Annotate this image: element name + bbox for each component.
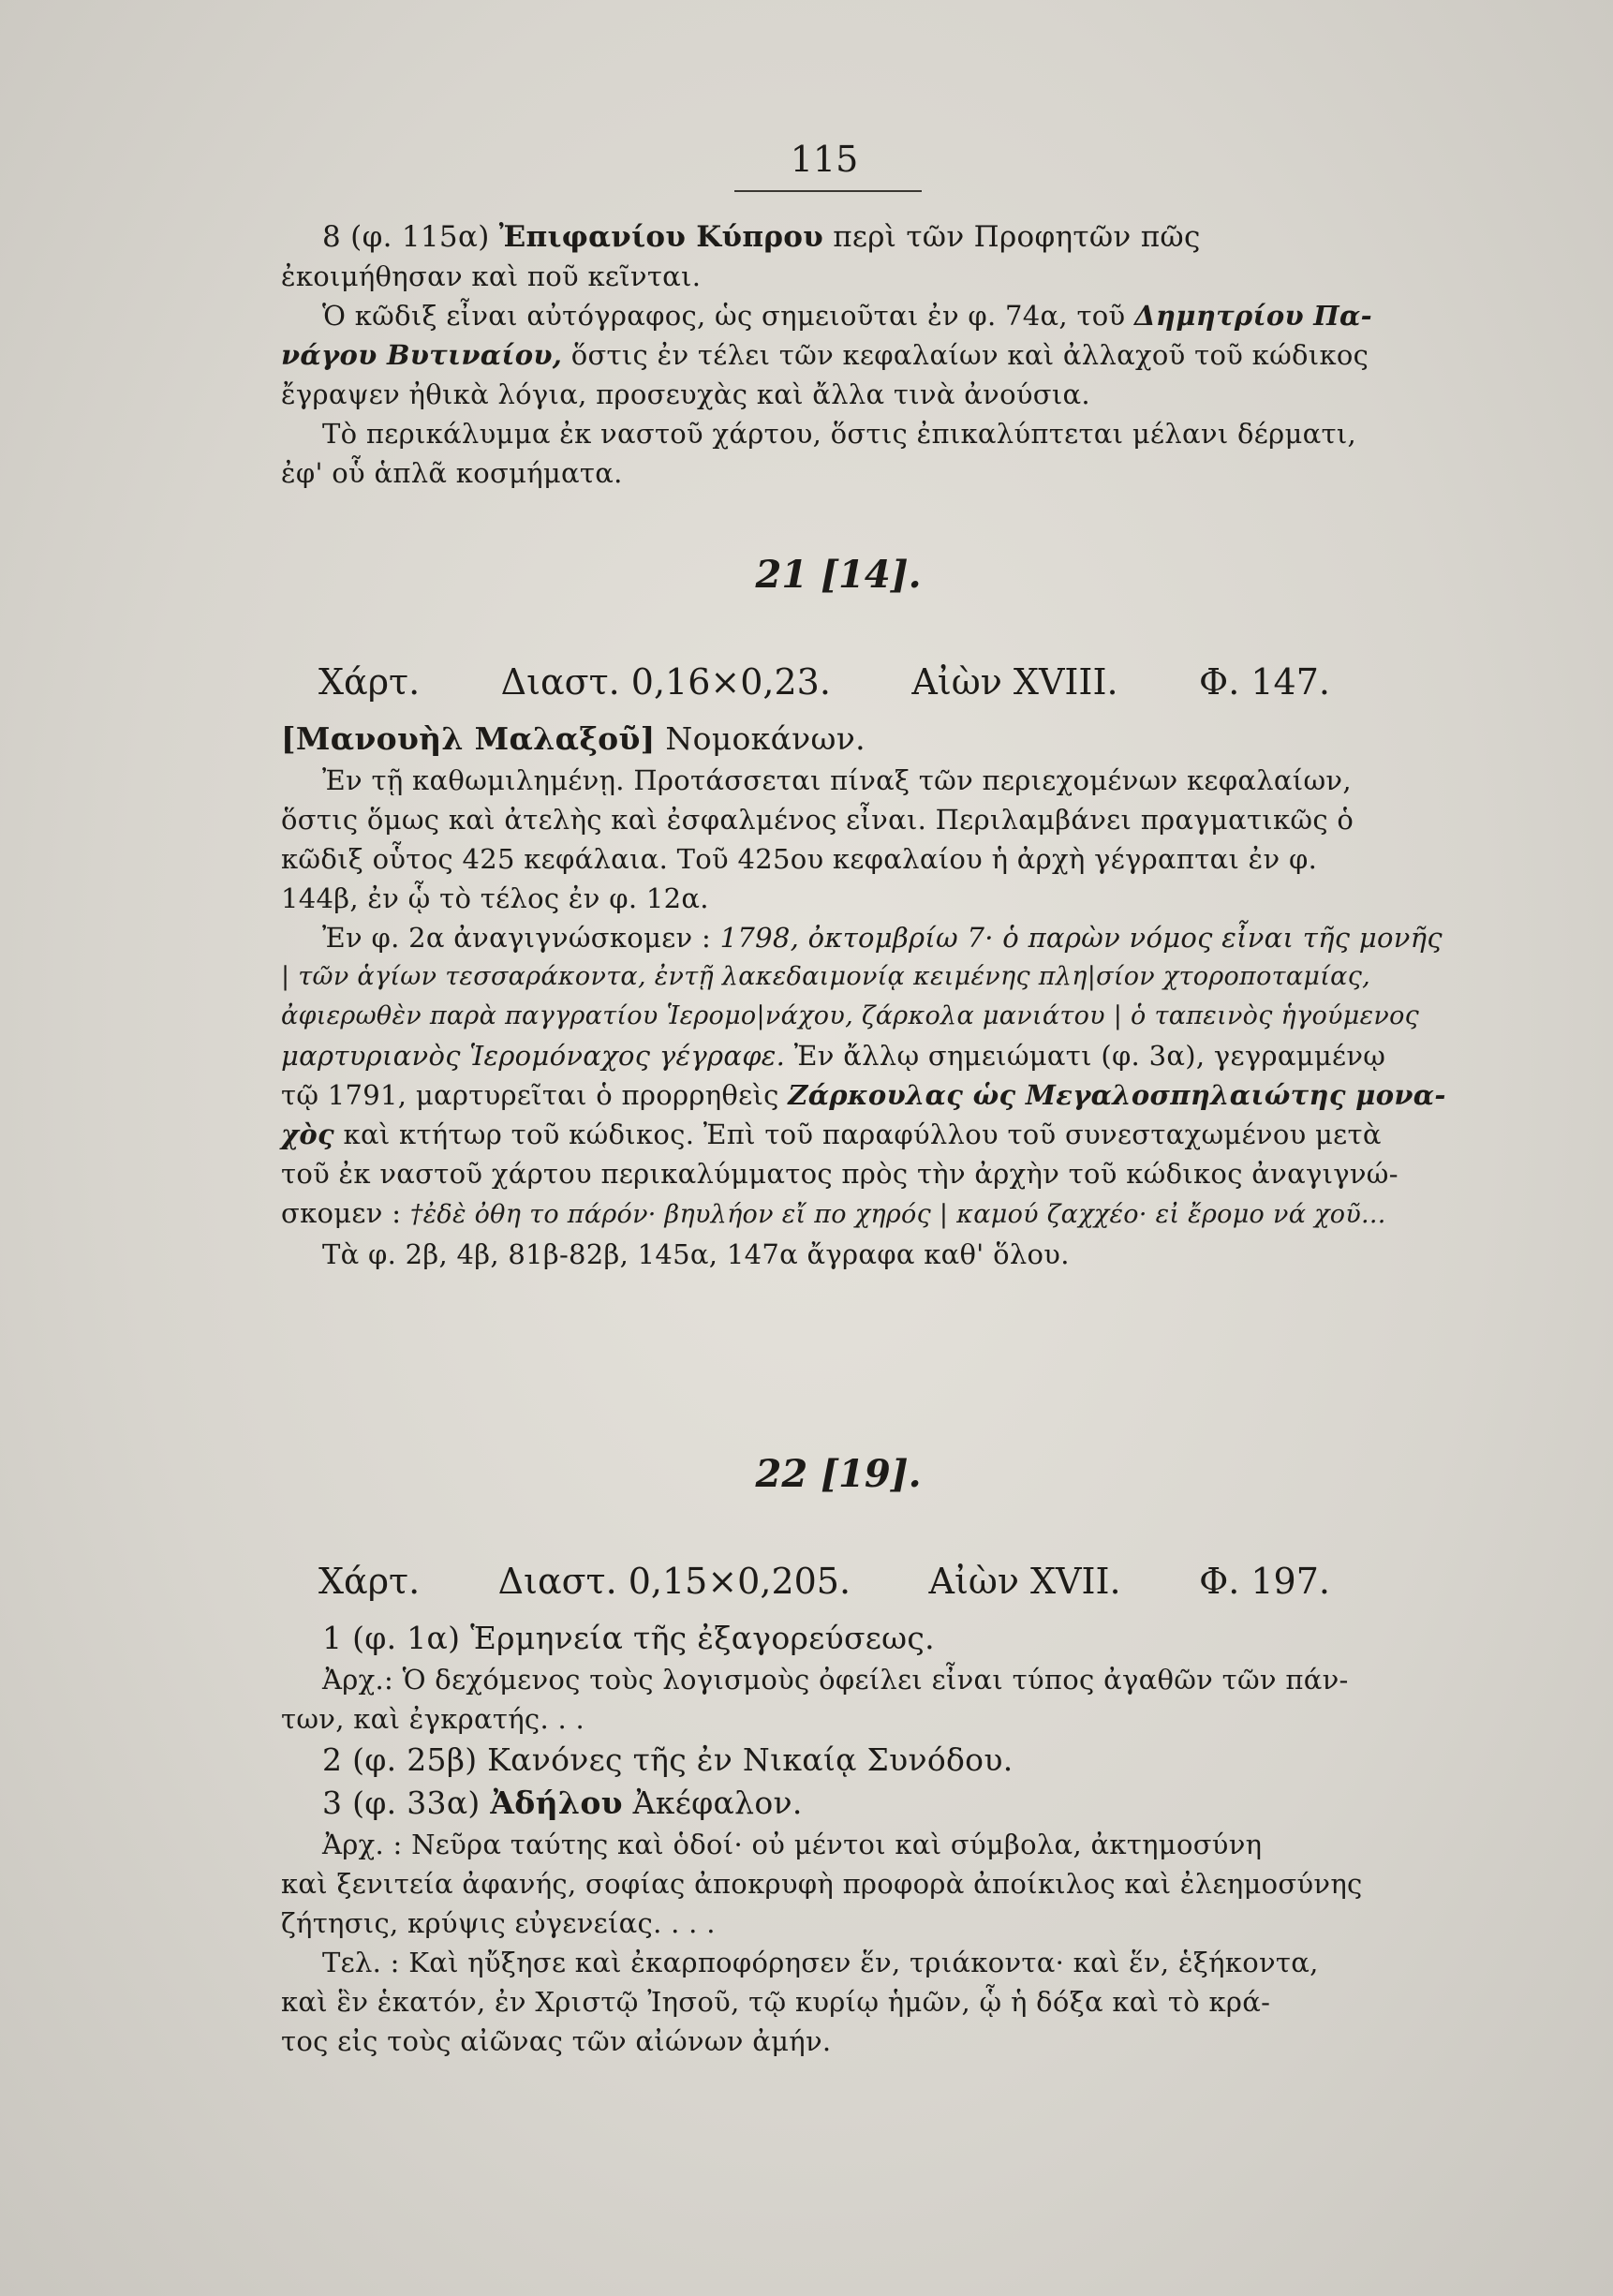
ms21-line: χὸς καὶ κτήτωρ τοῦ κώδικος. Ἐπὶ τοῦ παραφύλλου τοῦ συνεσταχωμένου μετὰ bbox=[281, 1118, 1382, 1150]
page-number: 115 bbox=[790, 139, 859, 180]
ms21-line: κῶδιξ οὗτος 425 κεφάλαια. Τοῦ 425ου κεφαλαίου ἡ ἀρχὴ γέγραπται ἐν φ. bbox=[281, 843, 1318, 875]
manuscript-21-meta: Χάρτ. Διαστ. 0,16×0,23. Αἰὼν XVIII. Φ. 147. bbox=[318, 661, 1330, 703]
ms22-line: ζήτησις, κρύψις εὐγενείας. . . . bbox=[281, 1907, 716, 1939]
ms22-line: τος εἰς τοὺς αἰῶνας τῶν αἰώνων ἀμήν. bbox=[281, 2025, 832, 2057]
ms21-line: 144β, ἐν ᾧ τὸ τέλος ἐν φ. 12α. bbox=[281, 882, 709, 914]
ms21-line: σκομεν : †ἐδὲ ὀθη το πάρόν· βηυλήον εἴ πο χηρός | καμού ζαχχέο· εἰ ἔρομο νά χοῦ... bbox=[281, 1197, 1386, 1229]
entry-8-line-5: ἔγραψεν ἠθικὰ λόγια, προσευχὰς καὶ ἄλλα τινὰ ἀνούσια. bbox=[281, 378, 1090, 410]
manuscript-21-heading: 21 [14]. bbox=[755, 553, 922, 597]
ms22-item: 2 (φ. 25β) Κανόνες τῆς ἐν Νικαίᾳ Συνόδου. bbox=[322, 1741, 1014, 1778]
manuscript-22-body bbox=[281, 1617, 1396, 2061]
entry-8-line-6: Τὸ περικάλυμμα ἐκ ναστοῦ χάρτου, ὅστις ἐπικαλύπτεται μέλανι δέρματι, bbox=[322, 418, 1357, 450]
ms22-line: Ἀρχ.: Ὁ δεχόμενος τοὺς λογισμοὺς ὀφείλει εἶναι τύπος ἀγαθῶν τῶν πάν- bbox=[322, 1664, 1349, 1696]
ms21-line: ἀφιερωθὲν παρὰ παγγρατίου Ἱερομο|νάχου, ζάρκολα μανιάτου | ὁ ταπεινὸς ἡγούμενος bbox=[281, 1001, 1420, 1030]
ms21-line: τοῦ ἐκ ναστοῦ χάρτου περικαλύμματος πρὸς τὴν ἀρχὴν τοῦ κώδικος ἀναγιγνώ- bbox=[281, 1158, 1398, 1190]
manuscript-22-meta: Χάρτ. Διαστ. 0,15×0,205. Αἰὼν XVII. Φ. 197. bbox=[318, 1561, 1330, 1602]
ms21-line: ὅστις ὅμως καὶ ἀτελὴς καὶ ἐσφαλμένος εἶναι. Περιλαμβάνει πραγματικῶς ὁ bbox=[281, 804, 1354, 836]
ms21-line: μαρτυριανὸς Ἱερομόναχος γέγραφε. Ἐν ἄλλῳ σημειώματι (φ. 3α), γεγραμμένῳ bbox=[281, 1040, 1386, 1072]
ms21-line: τῷ 1791, μαρτυρεῖται ὁ προρρηθεὶς Ζάρκουλας ὡς Μεγαλοσπηλαιώτης μονα- bbox=[281, 1079, 1446, 1111]
manuscript-22 bbox=[281, 1452, 1396, 1496]
page-number-rule bbox=[734, 190, 922, 192]
author-name: Ἐπιφανίου Κύπρου bbox=[498, 220, 824, 254]
ms22-line: Ἀρχ. : Νεῦρα ταύτης καὶ ὁδοί· οὐ μέντοι καὶ σύμβολα, ἀκτημοσύνη bbox=[322, 1829, 1263, 1860]
manuscript-21-title: [Μανουὴλ Μαλαξοῦ] Νομοκάνων. bbox=[281, 720, 866, 757]
manuscript-21 bbox=[281, 553, 1396, 597]
ms22-item: 1 (φ. 1α) Ἑρμηνεία τῆς ἐξαγορεύσεως. bbox=[322, 1620, 935, 1656]
entry-8-line-1: 8 (φ. 115α) Ἐπιφανίου Κύπρου περὶ τῶν Προφητῶν πῶς bbox=[322, 220, 1201, 254]
ms21-line: | τῶν ἁγίων τεσσαράκοντα, ἐντῇ λακεδαιμονίᾳ κειμένης πλη|σίον χτοροποταμίας, bbox=[281, 962, 1370, 991]
ms21-line: Τὰ φ. 2β, 4β, 81β-82β, 145α, 147α ἄγραφα καθ' ὅλου. bbox=[322, 1238, 1070, 1270]
ms22-line: των, καὶ ἐγκρατής. . . bbox=[281, 1703, 585, 1735]
entry-8-line-3: Ὁ κῶδιξ εἶναι αὐτόγραφος, ὡς σημειοῦται ἐν φ. 74α, τοῦ Δημητρίου Πα- bbox=[322, 300, 1372, 332]
entry-8-line-7: ἐφ' οὗ ἁπλᾶ κοσμήματα. bbox=[281, 457, 623, 489]
ms22-line: καὶ ξενιτεία ἀφανής, σοφίας ἀποκρυφὴ προφορὰ ἀποίκιλος καὶ ἐλεημοσύνης bbox=[281, 1868, 1363, 1900]
entry-8-line-2: ἐκοιμήθησαν καὶ ποῦ κεῖνται. bbox=[281, 260, 702, 292]
entry-8 bbox=[281, 217, 1396, 493]
ms21-line: Ἐν φ. 2α ἀναγιγνώσκομεν : 1798, ὀκτομβρίω 7· ὁ παρὼν νόμος εἶναι τῆς μονῆς bbox=[322, 922, 1443, 954]
ms22-line: καὶ ἓν ἑκατόν, ἐν Χριστῷ Ἰησοῦ, τῷ κυρίῳ ἡμῶν, ᾧ ἡ δόξα καὶ τὸ κρά- bbox=[281, 1986, 1271, 2018]
entry-8-line-4: νάγου Βυτιναίου, ὅστις ἐν τέλει τῶν κεφαλαίων καὶ ἀλλαχοῦ τοῦ κώδικος bbox=[281, 339, 1369, 371]
ms22-item: 3 (φ. 33α) Ἀδήλου Ἀκέφαλον. bbox=[322, 1785, 803, 1821]
manuscript-22-heading: 22 [19]. bbox=[755, 1452, 922, 1496]
manuscript-21-body bbox=[281, 718, 1446, 1274]
ms21-line: Ἐν τῇ καθωμιλημένῃ. Προτάσσεται πίναξ τῶν περιεχομένων κεφαλαίων, bbox=[322, 764, 1352, 796]
ms22-line: Τελ. : Καὶ ηὔξησε καὶ ἐκαρποφόρησεν ἕν, τριάκοντα· καὶ ἕν, ἑξήκοντα, bbox=[322, 1947, 1319, 1978]
